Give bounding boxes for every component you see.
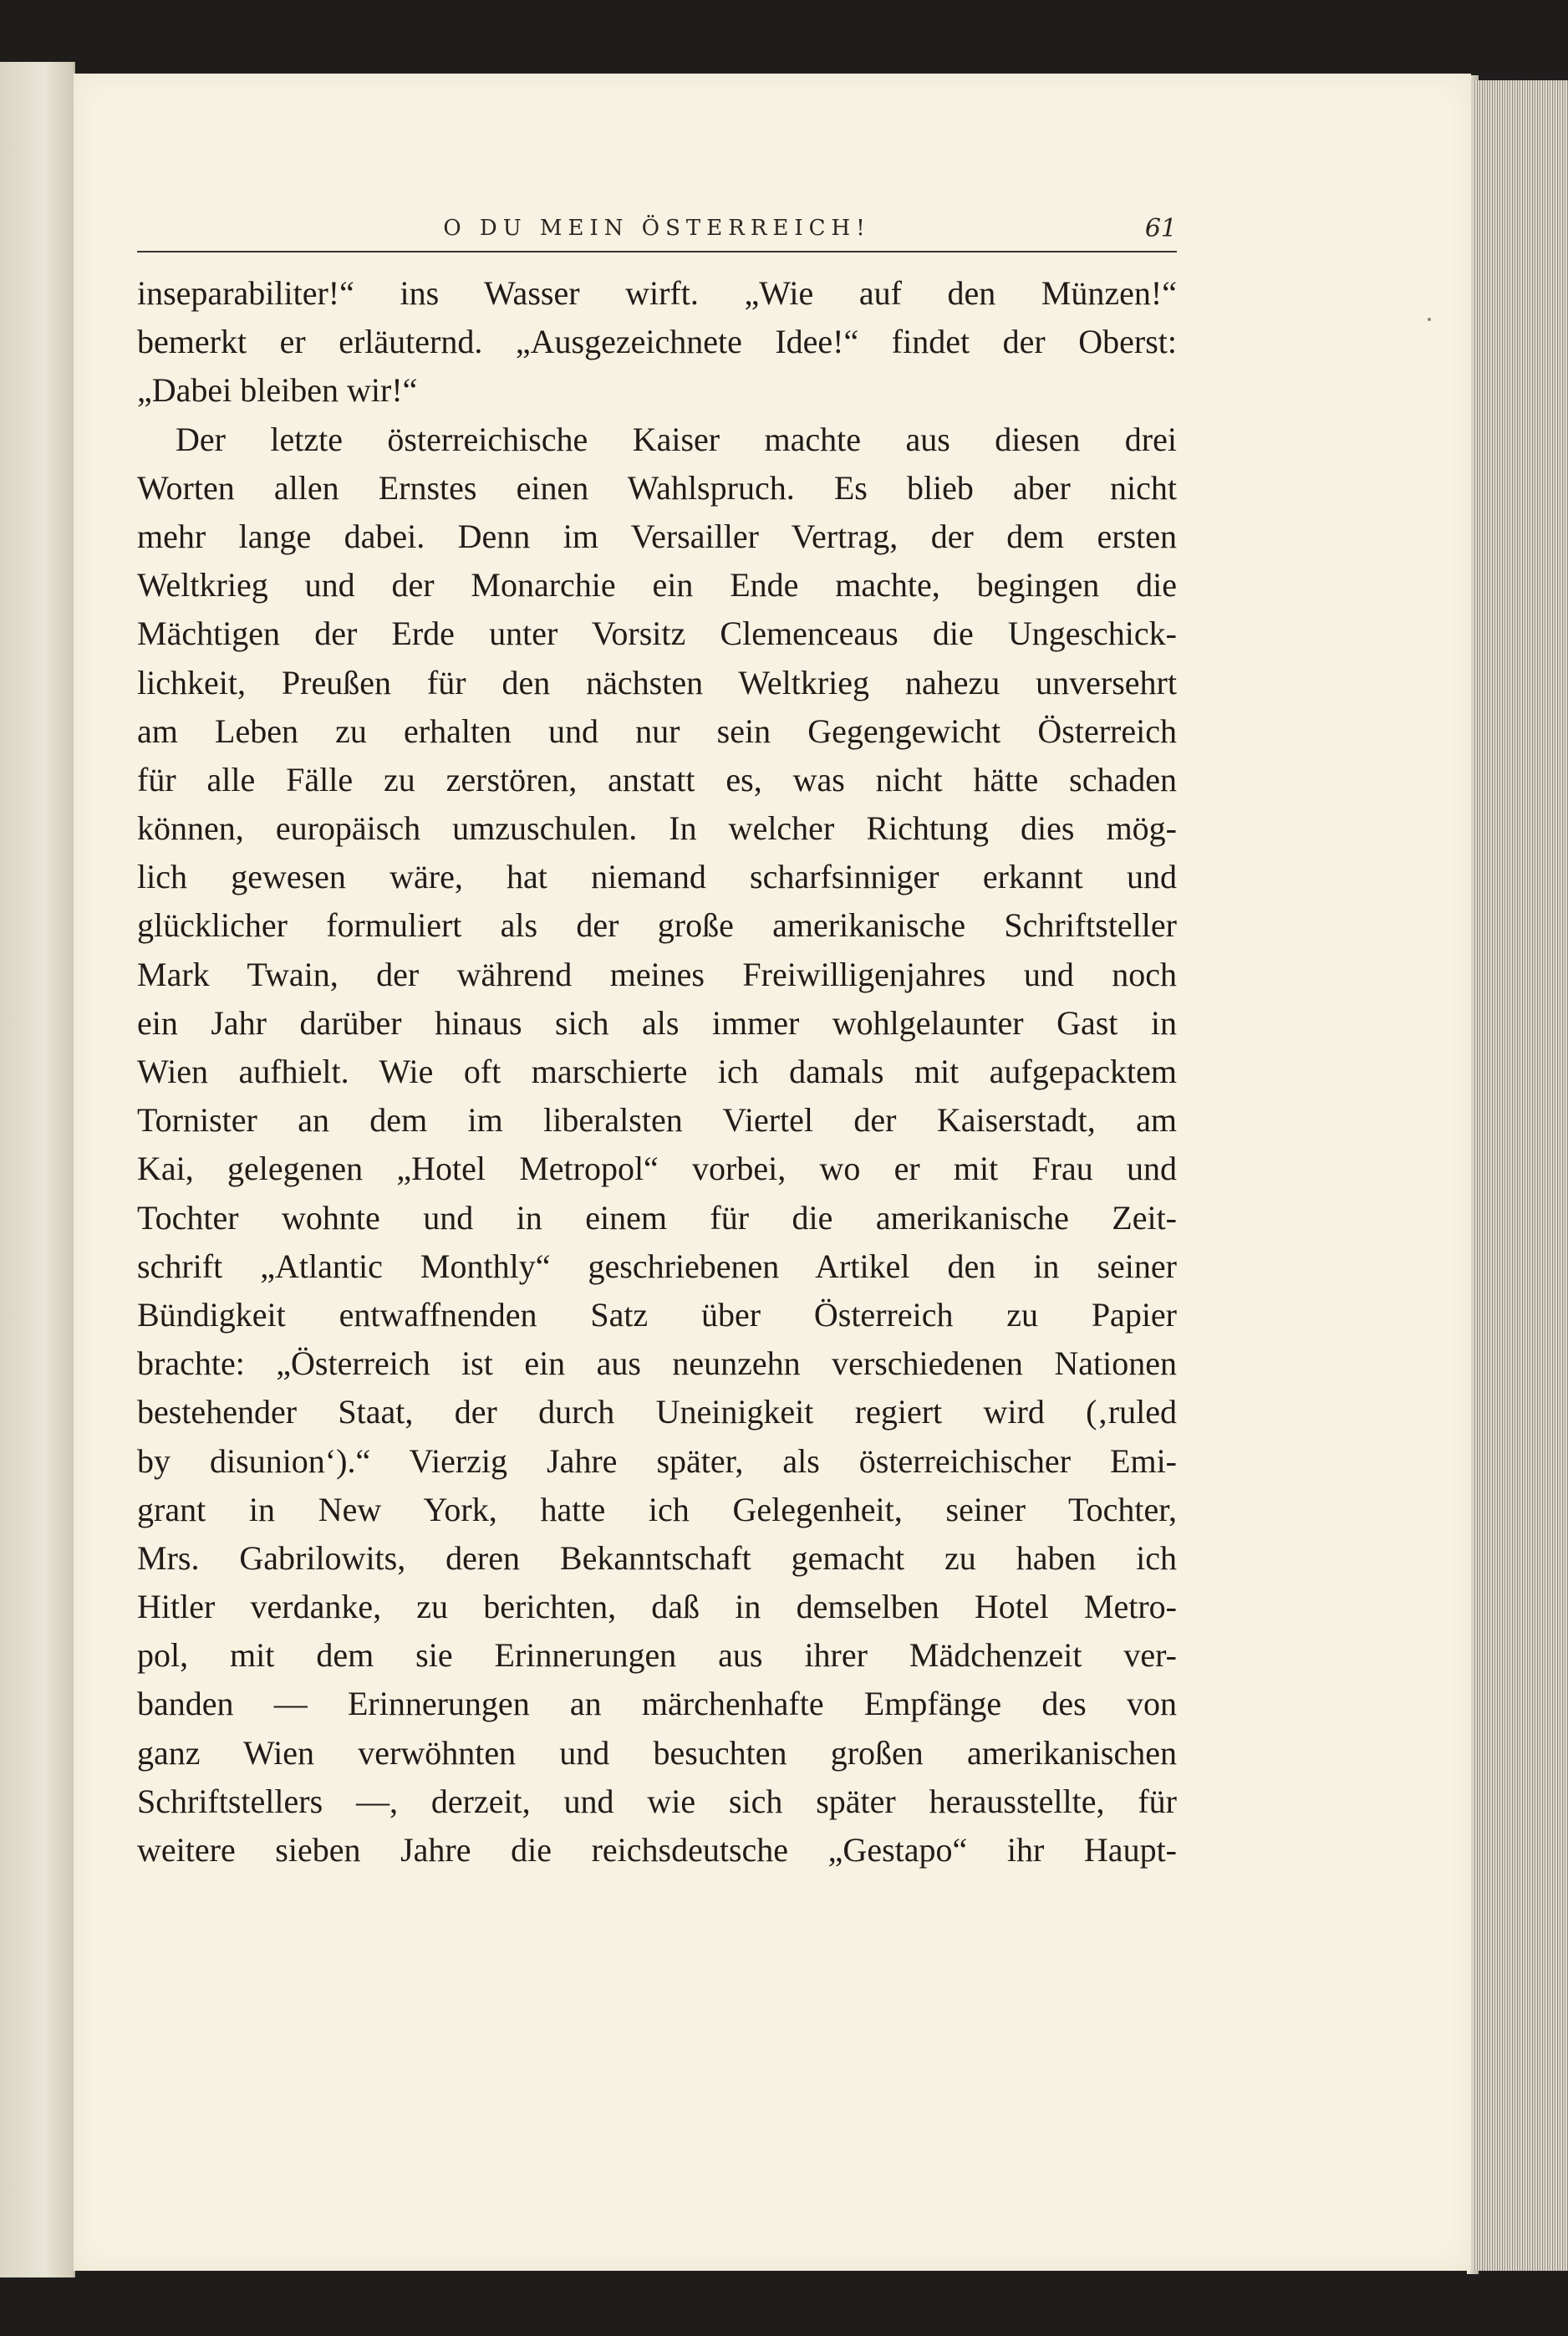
running-head <box>137 211 1177 247</box>
text-line: pol, mit dem sie Erinnerungen aus ihrer Mädchenzeit ver- <box>137 1636 1177 1675</box>
text-line: Schriftstellers —, derzeit, und wie sich später herausstellte, für <box>137 1782 1177 1820</box>
header-rule <box>137 251 1177 252</box>
text-line: weitere sieben Jahre die reichsdeutsche „Gestapo“ ihr Haupt- <box>137 1831 1177 1869</box>
text-line: inseparabiliter!“ ins Wasser wirft. „Wie auf den Münzen!“ <box>137 274 1177 312</box>
text-line: grant in New York, hatte ich Gelegenheit, seiner Tochter, <box>137 1490 1177 1528</box>
text-line: bestehender Staat, der durch Uneinigkeit regiert wird (‚ruled <box>137 1393 1177 1431</box>
text-line: glücklicher formuliert als der große amerikanische Schriftsteller <box>137 906 1177 945</box>
text-line: lichkeit, Preußen für den nächsten Weltkrieg nahezu unversehrt <box>137 663 1177 701</box>
text-line: am Leben zu erhalten und nur sein Gegengewicht Österreich <box>137 712 1177 750</box>
page-number: 61 <box>1144 214 1177 243</box>
text-line: Weltkrieg und der Monarchie ein Ende machte, begingen die <box>137 566 1177 604</box>
page-stack-edges <box>1473 80 1568 2271</box>
page-speck <box>1428 318 1431 321</box>
text-line: schrift „Atlantic Monthly“ geschriebenen Artikel den in seiner <box>137 1247 1177 1285</box>
text-line: banden — Erinnerungen an märchenhafte Empfänge des von <box>137 1685 1177 1723</box>
text-line: Bündigkeit entwaffnenden Satz über Österreich zu Papier <box>137 1295 1177 1334</box>
text-line: für alle Fälle zu zerstören, anstatt es, was nicht hätte schaden <box>137 760 1177 798</box>
text-line: by disunion‘).“ Vierzig Jahre später, als österreichischer Emi- <box>137 1441 1177 1480</box>
text-line: brachte: „Österreich ist ein aus neunzehn verschiedenen Nationen <box>137 1344 1177 1383</box>
running-title: O DU MEIN ÖSTERREICH! <box>443 216 871 241</box>
text-line: Worten allen Ernstes einen Wahlspruch. Es blieb aber nicht <box>137 468 1177 507</box>
text-line: bemerkt er erläuternd. „Ausgezeichnete Idee!“ findet der Oberst: <box>137 323 1177 361</box>
text-line: lich gewesen wäre, hat niemand scharfsinniger erkannt und <box>137 858 1177 896</box>
text-line: können, europäisch umzuschulen. In welcher Richtung dies mög- <box>137 809 1177 848</box>
text-line: Hitler verdanke, zu berichten, daß in demselben Hotel Metro- <box>137 1588 1177 1626</box>
text-line: ein Jahr darüber hinaus sich als immer wohlgelaunter Gast in <box>137 1003 1177 1042</box>
text-line: „Dabei bleiben wir!“ <box>137 371 418 410</box>
text-line: mehr lange dabei. Denn im Versailler Vertrag, der dem ersten <box>137 517 1177 555</box>
facing-page-edge <box>0 62 75 2277</box>
text-line: Mrs. Gabrilowits, deren Bekanntschaft gemacht zu haben ich <box>137 1538 1177 1577</box>
body-text <box>137 269 1177 1874</box>
text-line: Der letzte österreichische Kaiser machte aus diesen drei <box>176 420 1177 458</box>
text-line: Kai, gelegenen „Hotel Metropol“ vorbei, wo er mit Frau und <box>137 1150 1177 1188</box>
text-line: ganz Wien verwöhnten und besuchten großen amerikanischen <box>137 1733 1177 1772</box>
text-line: Tochter wohnte und in einem für die amerikanische Zeit- <box>137 1198 1177 1237</box>
text-line: Mächtigen der Erde unter Vorsitz Clemenceaus die Ungeschick- <box>137 615 1177 653</box>
text-line: Wien aufhielt. Wie oft marschierte ich damals mit aufgepacktem <box>137 1053 1177 1090</box>
text-line: Tornister an dem im liberalsten Viertel der Kaiserstadt, am <box>137 1101 1177 1140</box>
text-line: Mark Twain, der während meines Freiwilligenjahres und noch <box>137 955 1177 993</box>
